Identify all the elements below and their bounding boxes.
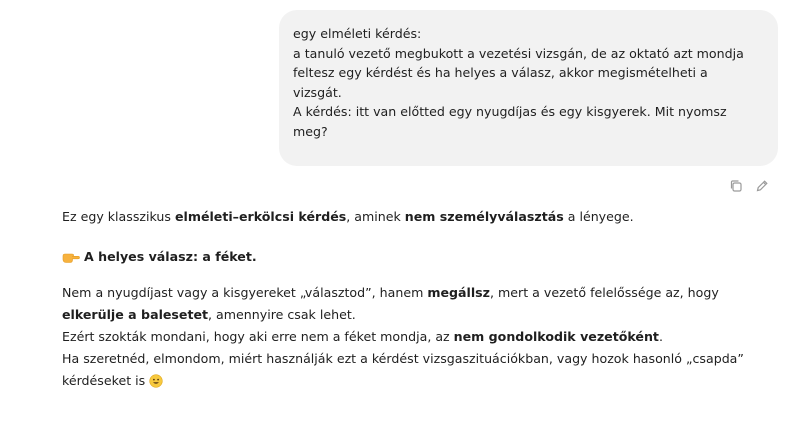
- text-span: Ez egy klasszikus: [62, 209, 175, 224]
- answer-text: A helyes válasz: a féket.: [84, 249, 257, 264]
- user-message-line: egy elméleti kérdés:: [293, 26, 422, 41]
- message-actions: [728, 178, 770, 194]
- user-message-line: a tanuló vezető megbukott a vezetési vizsgán, de az oktató azt mondja: [293, 45, 744, 61]
- text-span: a lényege.: [563, 209, 634, 224]
- bold-span: megállsz: [427, 285, 490, 300]
- assistant-paragraph-explanation: [62, 282, 719, 348]
- smiling-face-icon: [149, 373, 163, 395]
- edit-icon[interactable]: [754, 178, 770, 194]
- text-span: , amennyire csak lehet.: [208, 307, 356, 322]
- user-message-line: feltesz egy kérdést és ha helyes a válasz, akkor megismételheti a: [293, 65, 708, 81]
- copy-icon[interactable]: [728, 178, 744, 194]
- bold-span: nem gondolkodik vezetőként: [453, 329, 659, 344]
- bold-span: elméleti–erkölcsi kérdés: [174, 209, 347, 224]
- assistant-paragraph-offer: [62, 348, 744, 395]
- text-span: , mert a vezető felelőssége az, hogy: [490, 285, 719, 300]
- bold-span: elkerülje a balesetet: [62, 307, 209, 322]
- bold-span: nem személyválasztás: [404, 209, 564, 224]
- user-message-line: A kérdés: itt van előtted egy nyugdíjas és egy kisgyerek. Mit nyomsz: [293, 104, 727, 120]
- assistant-paragraph-intro: [62, 206, 634, 228]
- text-span: .: [658, 329, 663, 344]
- text-span: Ezért szokták mondani, hogy aki erre nem a féket mondja, az: [62, 329, 454, 344]
- user-message-bubble: [279, 10, 778, 166]
- text-span: Nem a nyugdíjast vagy a kisgyereket „választod”, hanem: [62, 285, 428, 300]
- text-span: , aminek: [346, 209, 405, 224]
- user-message-line: vizsgát.: [293, 84, 342, 100]
- pointing-hand-icon: [62, 249, 80, 271]
- user-message-line: meg?: [293, 123, 328, 139]
- text-span: Ha szeretnéd, elmondom, miért használják ezt a kérdést vizsgaszituációkban, vagy hozok hasonló „csapda”: [62, 351, 744, 366]
- assistant-paragraph-answer: [62, 246, 257, 271]
- text-span: kérdéseket is: [62, 373, 146, 388]
